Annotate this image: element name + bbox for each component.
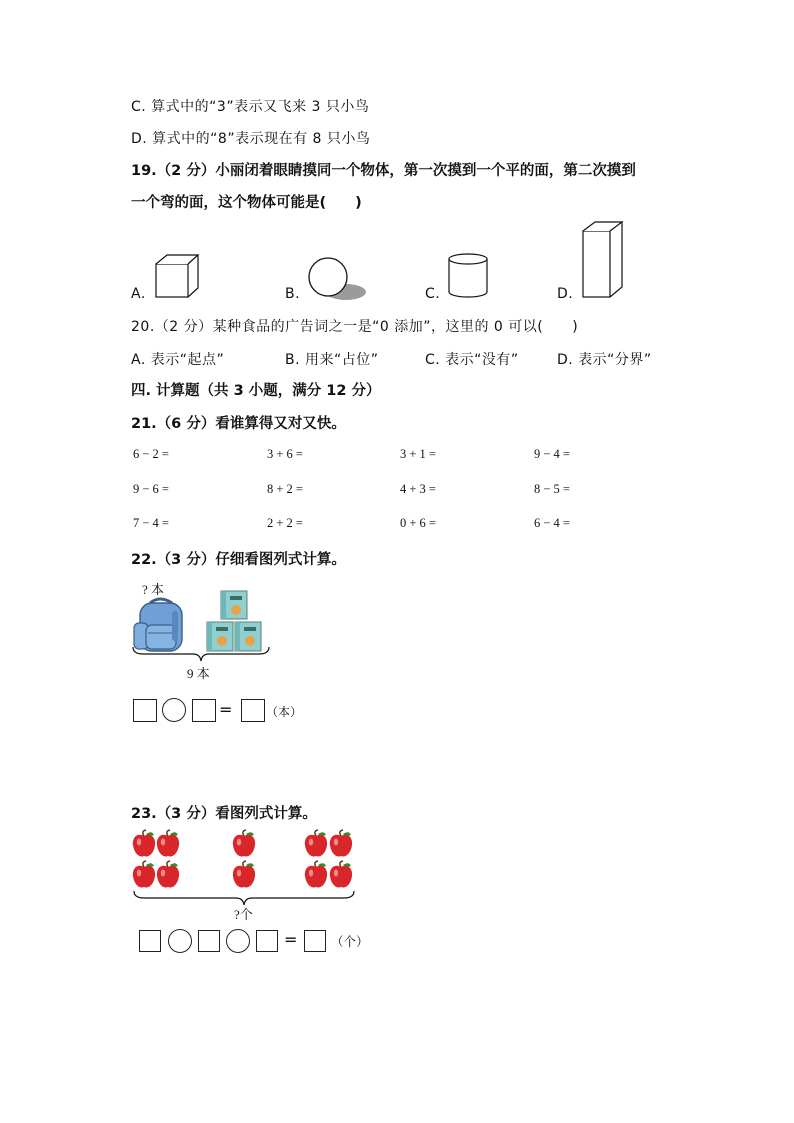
book-stack-icon — [205, 591, 263, 653]
apple-icon — [233, 861, 255, 887]
book-icon — [221, 591, 247, 619]
cuboid-icon — [582, 221, 624, 299]
result-box[interactable] — [304, 930, 326, 952]
q18-option-d: D. 算式中的“8”表示现在有 8 只小鸟 — [131, 131, 371, 147]
section-heading: 四. 计算题（共 3 小题，满分 12 分） — [131, 383, 381, 399]
cube-icon — [155, 254, 201, 300]
apple-icon — [133, 830, 155, 856]
apple-icon — [305, 861, 327, 887]
q20-option-a: A. 表示“起点” — [131, 352, 225, 368]
calc-item: 8 − 5 = — [534, 482, 570, 496]
q19-label-a: A. — [131, 286, 146, 302]
total-books-label: 9 本 — [187, 666, 210, 681]
apple-icon — [330, 830, 352, 856]
cylinder-icon — [448, 252, 488, 300]
q19-label-d: D. — [557, 286, 574, 302]
q19-stem-line1: 19.（2 分）小丽闭着眼睛摸同一个物体，第一次摸到一个平的面，第二次摸到 — [131, 163, 636, 179]
apple-icon — [305, 830, 327, 856]
total-apples-label: ?个 — [234, 907, 253, 922]
apple-icon — [233, 830, 255, 856]
q19-label-c: C. — [425, 286, 441, 302]
answer-box[interactable] — [133, 699, 157, 722]
answer-box[interactable] — [139, 930, 161, 952]
calc-item: 0 + 6 = — [400, 516, 436, 530]
q21-stem: 21.（6 分）看谁算得又对又快。 — [131, 416, 346, 432]
calc-item: 6 − 4 = — [534, 516, 570, 530]
equals-sign: = — [219, 700, 233, 719]
unknown-books-label: ? 本 — [142, 582, 165, 597]
total-brace — [131, 645, 271, 663]
operator-circle[interactable] — [168, 929, 192, 953]
calc-item: 3 + 1 = — [400, 447, 436, 461]
apple-icon — [133, 861, 155, 887]
apple-icon — [157, 830, 179, 856]
equals-sign: = — [284, 930, 298, 949]
sphere-icon — [306, 256, 368, 302]
answer-box[interactable] — [256, 930, 278, 952]
q20-option-d: D. 表示“分界” — [557, 352, 652, 368]
operator-circle[interactable] — [226, 929, 250, 953]
q23-stem: 23.（3 分）看图列式计算。 — [131, 806, 317, 822]
apple-icon — [157, 861, 179, 887]
q19-stem-line2: 一个弯的面，这个物体可能是( ) — [131, 195, 362, 211]
result-box[interactable] — [241, 699, 265, 722]
q20-option-b: B. 用来“占位” — [285, 352, 379, 368]
calc-item: 8 + 2 = — [267, 482, 303, 496]
answer-box[interactable] — [192, 699, 216, 722]
calc-item: 7 − 4 = — [133, 516, 169, 530]
q19-label-b: B. — [285, 286, 301, 302]
unit-label: （个） — [331, 935, 369, 949]
calc-item: 4 + 3 = — [400, 482, 436, 496]
calc-item: 2 + 2 = — [267, 516, 303, 530]
calc-item: 9 − 6 = — [133, 482, 169, 496]
q18-option-c: C. 算式中的“3”表示又飞来 3 只小鸟 — [131, 99, 370, 115]
calc-item: 9 − 4 = — [534, 447, 570, 461]
q22-stem: 22.（3 分）仔细看图列式计算。 — [131, 552, 346, 568]
apples-group — [131, 829, 357, 889]
operator-circle[interactable] — [162, 698, 186, 722]
q20-option-c: C. 表示“没有” — [425, 352, 519, 368]
unit-label: （本） — [266, 705, 303, 719]
q20-stem: 20.（2 分）某种食品的广告词之一是“0 添加”，这里的 0 可以( ) — [131, 319, 579, 335]
calc-item: 3 + 6 = — [267, 447, 303, 461]
apple-icon — [330, 861, 352, 887]
answer-box[interactable] — [198, 930, 220, 952]
calc-item: 6 − 2 = — [133, 447, 169, 461]
